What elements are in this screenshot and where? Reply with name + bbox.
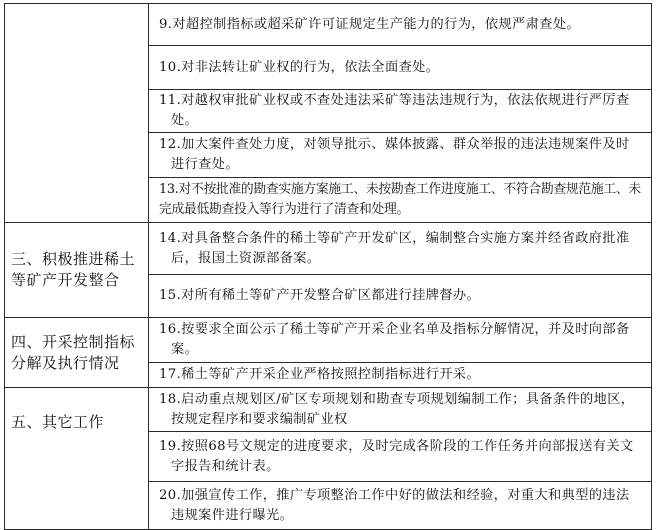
item-cell-17 xyxy=(149,363,652,388)
item-text-10: 10.对非法转让矿业权的行为，依法全面查处。 xyxy=(159,59,440,75)
table-row xyxy=(5,388,652,432)
table-row xyxy=(5,4,652,46)
item-cell-18 xyxy=(149,388,652,432)
item-cell-13 xyxy=(149,178,652,223)
item-text-16: 16.按要求全面公示了稀土等矿产开采企业名单及指标分解情况，并及时向部备案。 xyxy=(159,322,630,357)
item-cell-15 xyxy=(149,275,652,318)
item-cell-16 xyxy=(149,318,652,363)
category-cell-3: 三、积极推进稀土等矿产开发整合 xyxy=(5,223,149,318)
item-text-12: 12.加大案件查处力度，对领导批示、媒体披露、群众举报的违法违规案件及时进行查处。 xyxy=(159,137,630,172)
item-text-20: 20.加强宣传工作，推广专项整治工作中好的做法和经验，对重大和典型的违法违规案件进行曝光。 xyxy=(159,487,630,523)
item-cell-14 xyxy=(149,223,652,275)
item-text-9: 9.对超控制指标或超采矿许可证规定生产能力的行为，依规严肃查处。 xyxy=(159,16,581,32)
item-cell-9 xyxy=(149,4,652,46)
table-row xyxy=(5,223,652,275)
item-cell-20 xyxy=(149,482,652,530)
category-cell-continued xyxy=(5,4,149,223)
item-text-15: 15.对所有稀土等矿产开发整合矿区都进行挂牌督办。 xyxy=(159,288,481,303)
category-cell-5: 五、其它工作 xyxy=(5,388,149,530)
item-text-18: 18.启动重点规划区/矿区专项规划和勘查专项规划编制工作；具备条件的地区，按规定程序和要求编制矿业权 xyxy=(159,391,635,427)
table-row xyxy=(5,318,652,363)
item-text-17: 17.稀土等矿产开采企业严格按照控制指标进行开采。 xyxy=(159,367,481,382)
item-cell-12 xyxy=(149,133,652,178)
item-cell-10 xyxy=(149,46,652,90)
item-cell-19 xyxy=(149,432,652,482)
category-cell-4: 四、开采控制指标分解及执行情况 xyxy=(5,318,149,388)
item-text-14: 14.对具备整合条件的稀土等矿产开发矿区，编制整合实施方案并经省政府批准后，报国土资源部备案。 xyxy=(159,230,630,266)
task-table xyxy=(4,3,652,530)
item-text-11: 11.对越权审批矿业权或不查处违法采矿等违法违规行为，依法依规进行严厉查处。 xyxy=(159,93,630,128)
item-text-13: 13.对不按批准的勘查实施方案施工、未按勘查工作进度施工、不符合勘查规范施工、未完成最低勘查投入等行为进行了清查和处理。 xyxy=(159,182,641,217)
item-text-19: 19.按照68号文规定的进度要求，及时完成各阶段的工作任务并向部报送有关文字报告和统计表。 xyxy=(159,438,634,474)
item-cell-11 xyxy=(149,90,652,133)
